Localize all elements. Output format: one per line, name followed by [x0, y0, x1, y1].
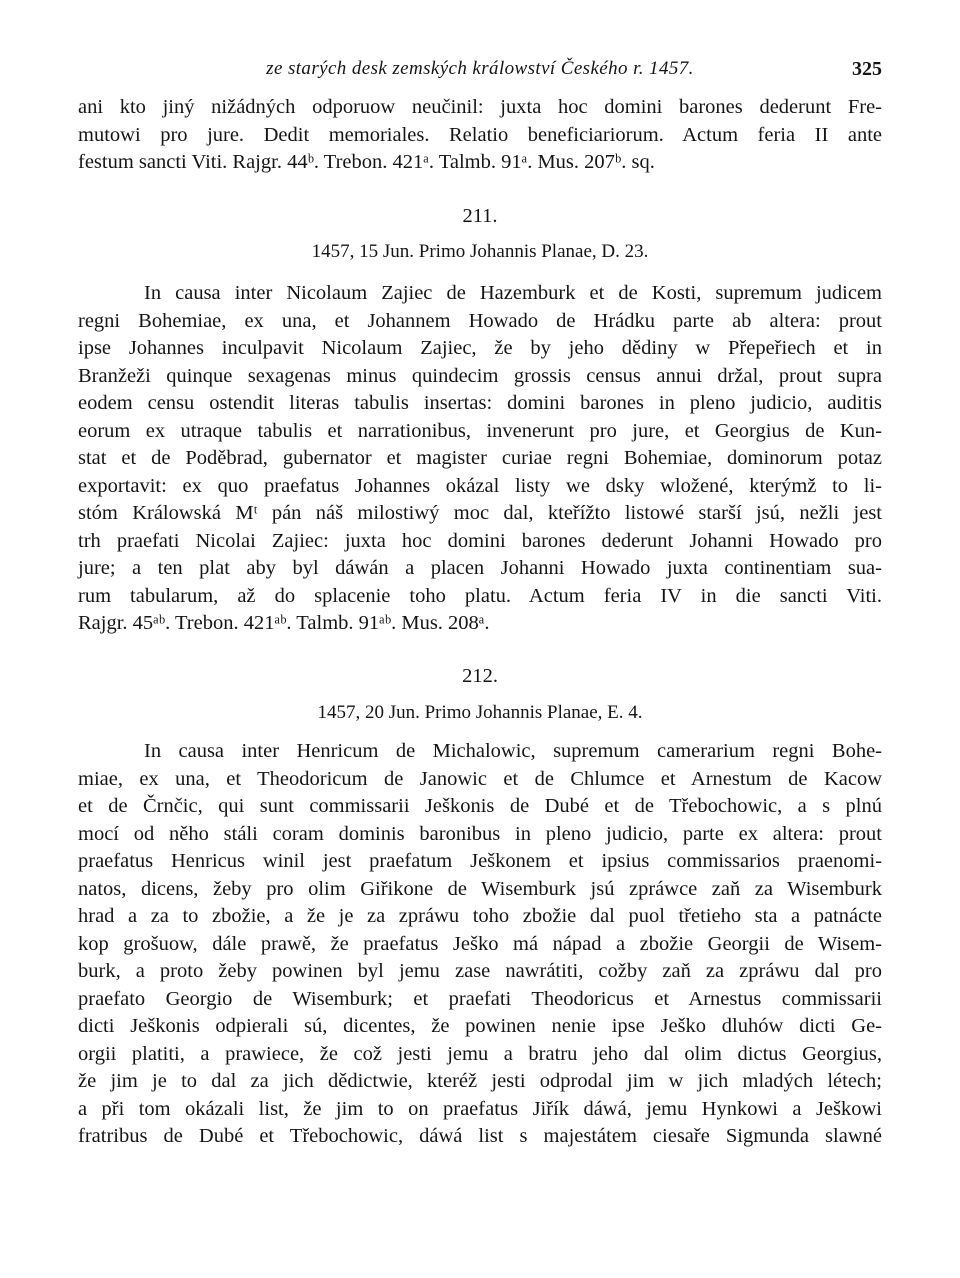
text-line: Branžeži quinque sexagenas minus quindecim grossis census annui držal, prout supra: [78, 364, 882, 387]
text-line: trh praefati Nicolai Zajiec: juxta hoc domini barones dederunt Johanni Howado pro: [78, 529, 882, 552]
page-header: [78, 58, 882, 86]
document-number-212: 212.: [462, 665, 498, 687]
text-line: praefatus Henricus winil jest praefatum Ješkonem et ipsius commissarios praenomi-: [78, 850, 882, 872]
text-line: jure; a ten plat aby byl dáwán a placen Johanni Howado juxta continentiam sua-: [78, 557, 882, 579]
text-line: Rajgr. 45ᵃᵇ. Trebon. 421ᵃᵇ. Talmb. 91ᵃᵇ. Mus. 208ᵃ.: [78, 612, 490, 634]
text-line: stat et de Poděbrad, gubernator et magister curiae regni Bohemiae, dominorum potaz: [78, 447, 882, 469]
document-date-211: 1457, 15 Jun. Primo Johannis Planae, D. 23.: [311, 241, 649, 262]
document-number-211: 211.: [462, 205, 498, 227]
text-line: eorum ex utraque tabulis et narrationibus, invenerunt pro jure, et Georgius de Kun-: [78, 419, 882, 442]
continuation-paragraph: [78, 94, 882, 177]
running-title: ze starých desk zemských králowství Českého r. 1457.: [266, 58, 694, 79]
text-line: In causa inter Nicolaum Zajiec de Hazemburk et de Kosti, supremum judicem: [144, 282, 882, 304]
text-line: festum sancti Viti. Rajgr. 44ᵇ. Trebon. 421ᵃ. Talmb. 91ᵃ. Mus. 207ᵇ. sq.: [78, 151, 655, 173]
text-line: burk, a proto žeby powinen byl jemu zase nawrátiti, cožby zaň za zpráwu dal pro: [78, 960, 882, 982]
text-line: stóm Králowská Mᵗ pán náš milostiwý moc dal, kteřížto listowé starší jsú, nežli jest: [78, 502, 882, 524]
document-211-text: [78, 280, 882, 638]
text-line: regni Bohemiae, ex una, et Johannem Howado de Hrádku parte ab altera: prout: [78, 309, 882, 332]
text-line: dicti Ješkonis odpierali sú, dicentes, že powinen nenie ipse Ješko dluhów dicti Ge-: [78, 1015, 882, 1037]
page-number: 325: [852, 58, 882, 80]
text-line: mutowi pro jure. Dedit memoriales. Relatio beneficiariorum. Actum feria II ante: [78, 123, 882, 146]
text-line: orgii platiti, a prawiece, že což jesti jemu a bratru jeho dal olim dictus Georgius,: [78, 1042, 882, 1065]
text-line: natos, dicens, žeby pro olim Giřikone de Wisemburk jsú zpráwce zaň za Wisemburk: [78, 877, 882, 900]
text-line: rum tabularum, až do splacenie toho platu. Actum feria IV in die sancti Viti.: [78, 584, 882, 607]
text-line: ani kto jiný nižádných odporuow neučinil: juxta hoc domini barones dederunt Fre-: [78, 96, 882, 118]
text-line: hrad a za to zbožie, a že je za zpráwu toho zbožie dal puol třetieho sta a patnácte: [78, 905, 882, 927]
text-line: et de Črnčic, qui sunt commissarii Ješkonis de Dubé et de Třebochowic, a s plnú: [78, 795, 882, 817]
text-line: eodem censu ostendit literas tabulis insertas: domini barones in pleno judicio, auditis: [78, 392, 882, 414]
document-date-212: 1457, 20 Jun. Primo Johannis Planae, E. 4.: [317, 702, 643, 723]
text-line: miae, ex una, et Theodoricum de Janowic et de Chlumce et Arnestum de Kacow: [78, 767, 882, 790]
text-line: ipse Johannes inculpavit Nicolaum Zajiec, že by jeho dědiny w Přepeřiech et in: [78, 337, 882, 359]
text-line: fratribus de Dubé et Třebochowic, dáwá list s majestátem ciesaře Sigmunda slawné: [78, 1125, 882, 1147]
text-line: praefato Georgio de Wisemburk; et praefati Theodoricus et Arnestus commissarii: [78, 987, 882, 1010]
document-212-text: [78, 738, 882, 1151]
text-line: In causa inter Henricum de Michalowic, supremum camerarium regni Bohe-: [144, 740, 882, 762]
text-line: mocí od něho stáli coram dominis baronibus in pleno judicio, parte ex altera: prout: [78, 822, 882, 845]
text-line: kop grošuow, dále prawě, že praefatus Ješko má nápad a zbožie Georgii de Wisem-: [78, 932, 882, 955]
text-line: exportavit: ex quo praefatus Johannes okázal listy we dsky wložené, kterýmž to li-: [78, 474, 882, 497]
text-line: a při tom okázali list, že jim to on praefatus Jiřík dáwá, jemu Hynkowi a Ješkowi: [78, 1097, 882, 1120]
text-line: že jim je to dal za jich dědictwie, kteréž jesti odprodal jim w jich mladých létech;: [78, 1070, 882, 1092]
